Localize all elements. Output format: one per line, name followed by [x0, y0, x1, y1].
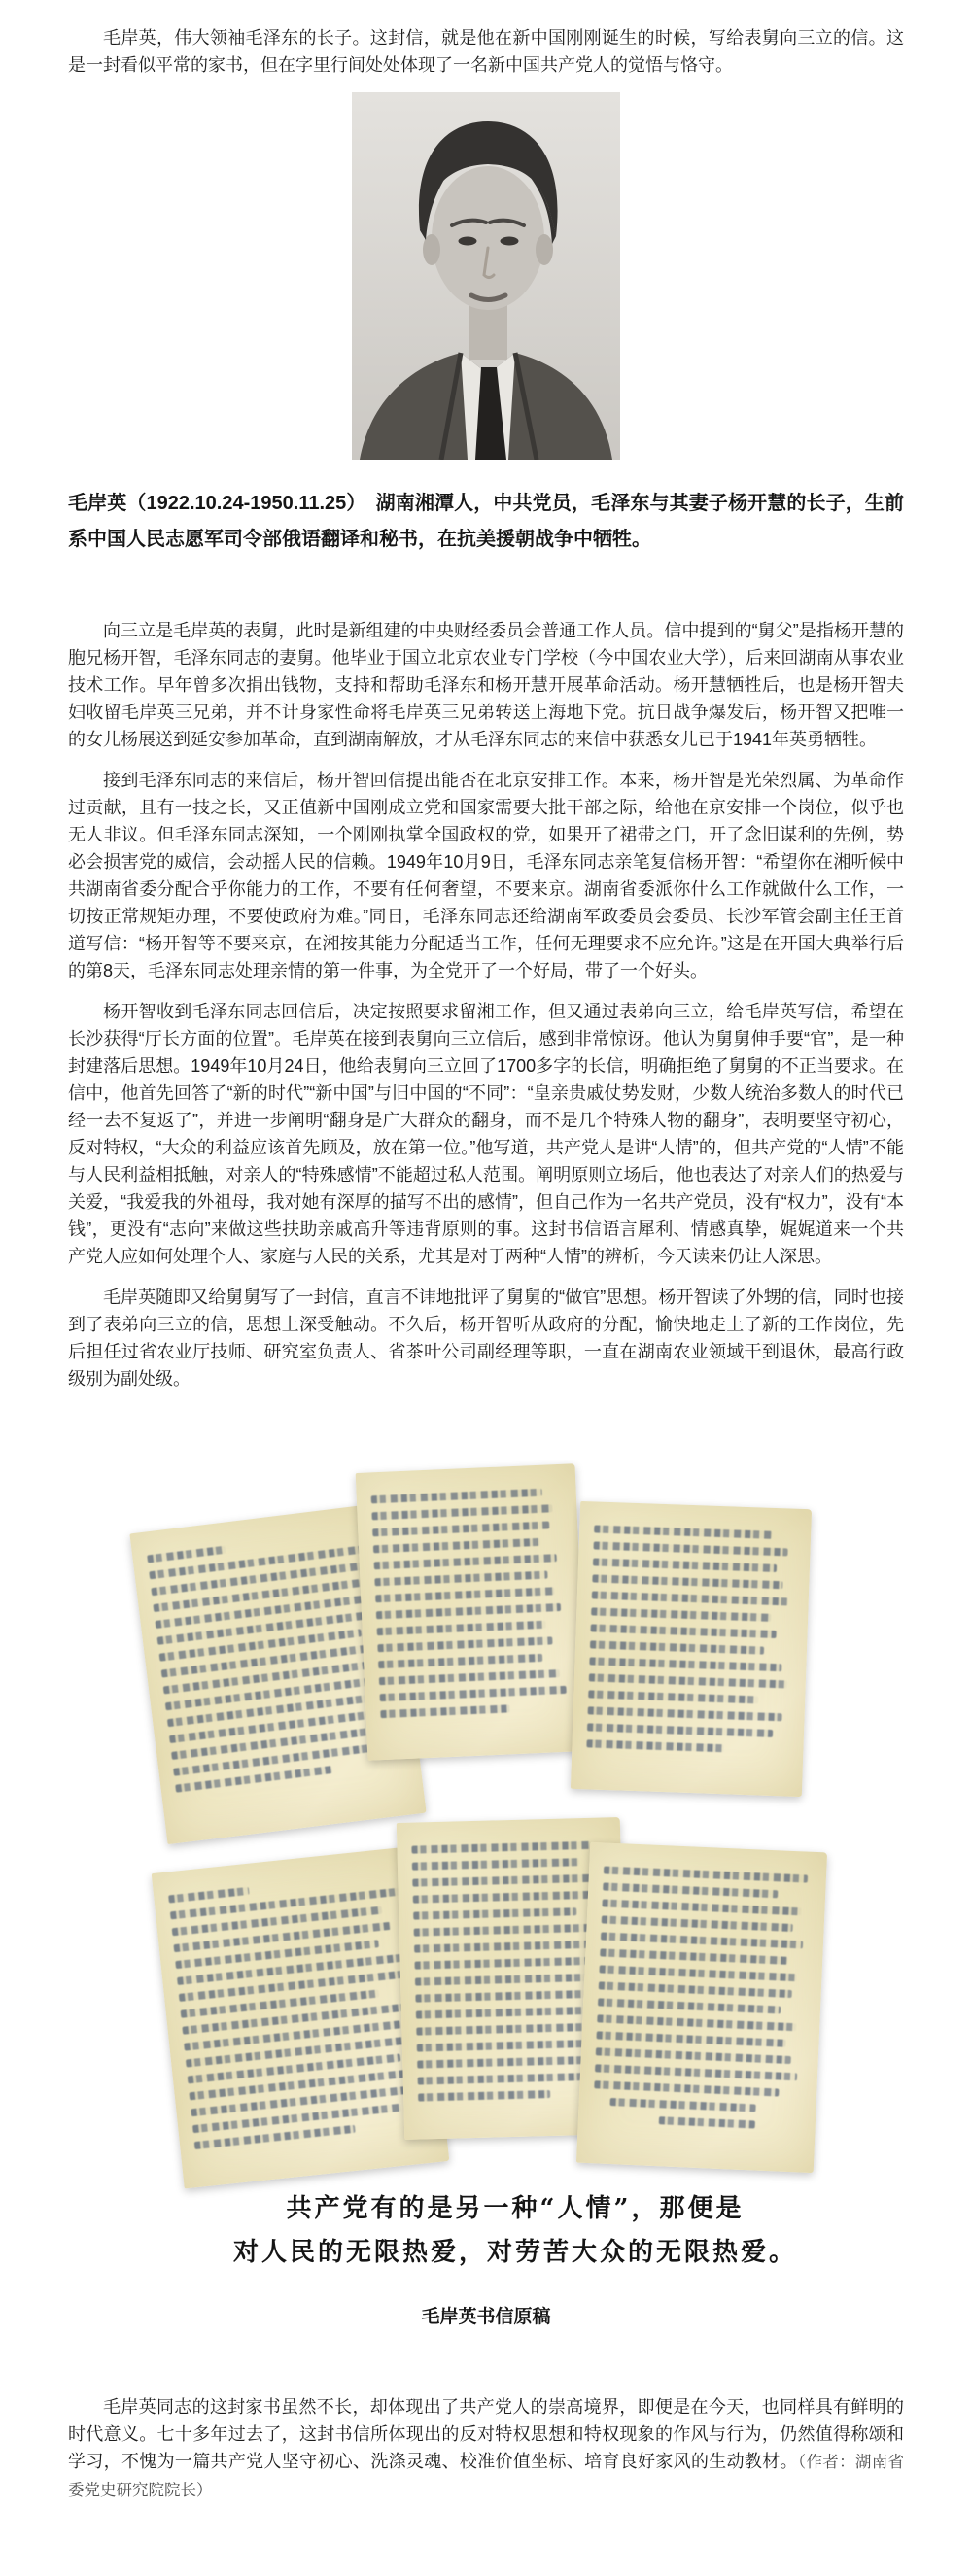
handwriting-quote-line2: 对人民的无限热爱，对劳苦大众的无限热爱。 [232, 2238, 797, 2267]
handwriting-quote-line1: 共产党有的是另一种“人情”，那便是 [286, 2194, 745, 2223]
letters-photo [0, 1460, 972, 2277]
paragraph-intro: 毛岸英，伟大领袖毛泽东的长子。这封信，就是他在新中国刚刚诞生的时候，写给表舅向三立的信。这是一封看似平常的家书，但在字里行间处处体现了一名新中国共产党人的觉悟与恪守。 [68, 28, 904, 75]
paragraph-3: 接到毛泽东同志的来信后，杨开智回信提出能否在北京安排工作。本来，杨开智是光荣烈属、为革命作过贡献，且有一技之长，又正值新中国刚成立党和国家需要大批干部之际，给他在京安排一个岗位，似乎也无人非议。但毛泽东同志深知，一个刚刚执掌全国政权的党，如果开了裙带之门，开了念旧谋利的先例，势必会损害党的威信，会动摇人民的信赖。1949年10月9日，毛泽东同志亲笔复信杨开智：“希望你在湘听候中共湖南省委分配合乎你能力的工作，不要有任何奢望，不要来京。湖南省委派你什么工作就做什么工作，一切按正常规矩办理，不要使政府为难。”同日，毛泽东同志还给湖南军政委员会委员、长沙军管会副主任王首道写信：“杨开智等不要来京，在湘按其能力分配适当工作，任何无理要求不应允许。”这是在开国大典举行后的第8天，毛泽东同志处理亲情的第一件事，为全党开了一个好局，带了一个好头。 [68, 771, 904, 980]
portrait-image [352, 92, 620, 460]
closing-paragraph [68, 2393, 904, 2504]
author-note: （作者：湖南省委党史研究院院长） [68, 2454, 905, 2499]
handwriting-quote [29, 2187, 972, 2275]
letter-page [576, 1842, 827, 2173]
paragraph-5: 毛岸英随即又给舅舅写了一封信，直言不讳地批评了舅舅的“做官”思想。杨开智读了外甥的信，同时也接到了表弟向三立的信，思想上深受触动。不久后，杨开智听从政府的分配，愉快地走上了新的工作岗位，先后担任过省农业厅技师、研究室负责人、省茶叶公司副经理等职，一直在湖南农业领域干到退休，最高行政级别为副处级。 [68, 1288, 904, 1389]
letters-caption: 毛岸英书信原稿 [421, 2307, 551, 2327]
photo-caption: 毛岸英（1922.10.24-1950.11.25） 湖南湘潭人，中共党员，毛泽东与其妻子杨开慧的长子，生前系中国人民志愿军司令部俄语翻译和秘书，在抗美援朝战争中牺牲。 [68, 493, 904, 550]
closing-text: 毛岸英同志的这封家书虽然不长，却体现出了共产党人的崇高境界，即便是在今天，也同样具有鲜明的时代意义。七十多年过去了，这封书信所体现出的反对特权思想和特权现象的作风与行为，仍然值得称颂和学习，不愧为一篇共产党人坚守初心、洗涤灵魂、校准价值坐标、培育良好家风的生动教材。 [68, 2397, 904, 2471]
paragraph-4: 杨开智收到毛泽东同志回信后，决定按照要求留湘工作，但又通过表弟向三立，给毛岸英写信，希望在长沙获得“厅长方面的位置”。毛岸英在接到表舅向三立信后，感到非常惊讶。他认为舅舅伸手要“官”，是一种封建落后思想。1949年10月24日，他给表舅向三立回了1700多字的长信，明确拒绝了舅舅的不正当要求。在信中，他首先回答了“新的时代”“新中国”与旧中国的“不同”：“皇亲贵戚仗势发财，少数人统治多数人的时代已经一去不复返了”，并进一步阐明“翻身是广大群众的翻身，而不是几个特殊人物的翻身”，表明要坚守初心，反对特权，“大众的利益应该首先顾及，放在第一位。”他写道，共产党人是讲“人情”的，但共产党的“人情”不能与人民利益相抵触，对亲人的“特殊感情”不能超过私人范围。阐明原则立场后，他也表达了对亲人们的热爱与关爱，“我爱我的外祖母，我对她有深厚的描写不出的感情”，但自己作为一名共产党员，没有“权力”，没有“本钱”，更没有“志向”来做这些扶助亲戚高升等违背原则的事。这封书信语言犀利、情感真挚，娓娓道来一个共产党人应如何处理个人、家庭与人民的关系，尤其是对于两种“人情”的辨析，今天读来仍让人深思。 [68, 1002, 904, 1266]
letter-page [356, 1463, 588, 1761]
paragraph-2: 向三立是毛岸英的表舅，此时是新组建的中央财经委员会普通工作人员。信中提到的“舅父”是指杨开慧的胞兄杨开智，毛泽东同志的妻舅。他毕业于国立北京农业专门学校（今中国农业大学），后来回湖南从事农业技术工作。早年曾多次捐出钱物，支持和帮助毛泽东和杨开慧开展革命活动。杨开慧牺牲后，也是杨开智夫妇收留毛岸英三兄弟，并不计身家性命将毛岸英三兄弟转送上海地下党。抗日战争爆发后，杨开智又把唯一的女儿杨展送到延安参加革命，直到湖南解放，才从毛泽东同志的来信中获悉女儿已于1941年英勇牺牲。 [68, 621, 904, 749]
letter-page [571, 1501, 812, 1797]
portrait-photo [352, 92, 620, 460]
